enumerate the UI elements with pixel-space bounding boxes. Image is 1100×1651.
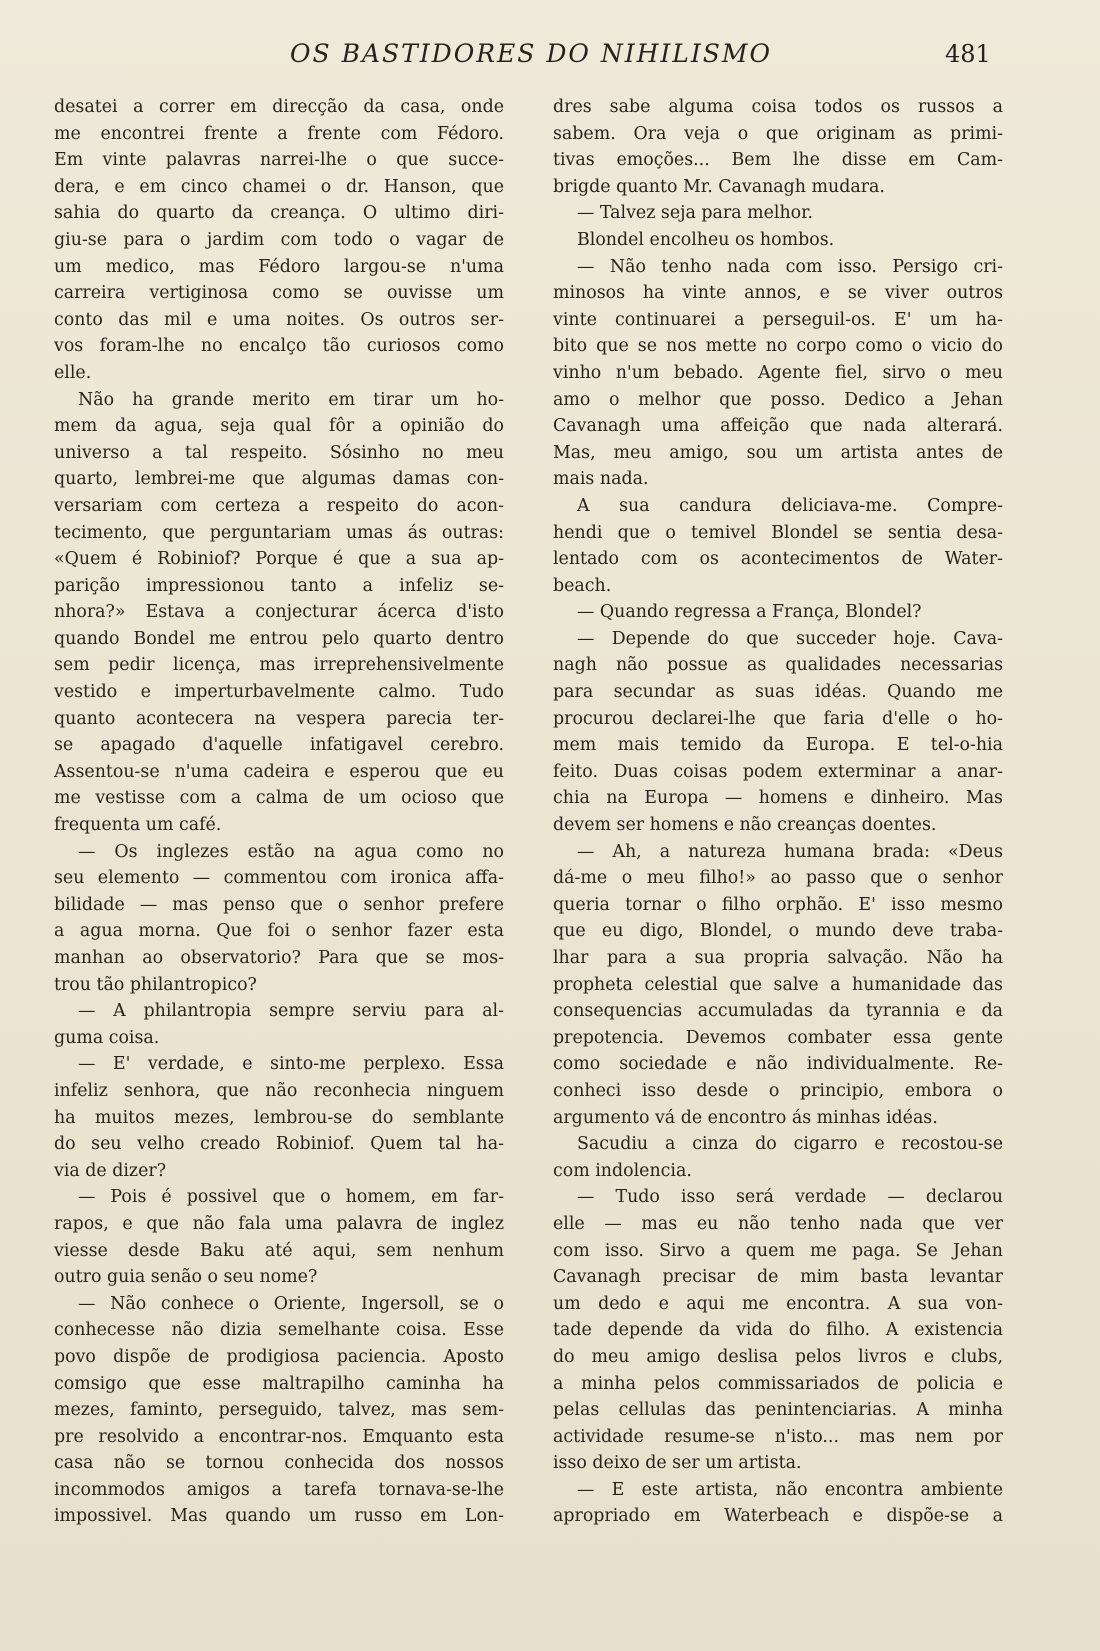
text-line: — Os inglezes estão na agua como no (78, 841, 504, 862)
text-line: seu elemento — commentou com ironica affa- (54, 868, 504, 889)
text-line: amo o melhor que posso. Dedico a Jehan (553, 389, 1003, 410)
text-line: desatei a correr em direcção da casa, onde (54, 97, 504, 117)
text-line: chia na Europa — homens e dinheiro. Mas (553, 788, 1003, 809)
text-line: pelas cellulas das penintenciarias. A minha (553, 1400, 1003, 1421)
text-line: carreira vertiginosa como se ouvisse um (54, 283, 504, 304)
text-line: universo a tal respeito. Sósinho no meu (54, 442, 504, 463)
text-line: mem mais temido da Europa. E tel-o-hia (553, 735, 1003, 756)
text-line: devem ser homens e não creanças doentes. (553, 815, 937, 836)
text-line: prepotencia. Devemos combater essa gente (553, 1027, 1003, 1048)
text-line: versariam com certeza a respeito do acon- (54, 495, 504, 516)
text-line: consequencias accumuladas da tyrannia e da (553, 1001, 1003, 1022)
text-line: mem da agua, seja qual fôr a opinião do (54, 416, 504, 437)
text-line: a agua morna. Que foi o senhor fazer esta (54, 921, 504, 942)
text-line: dera, e em cinco chamei o dr. Hanson, que (54, 176, 504, 197)
text-line: — Tudo isso será verdade — declarou (577, 1187, 1003, 1208)
text-line: parição impressionou tanto a infeliz se- (54, 575, 504, 596)
text-line: infeliz senhora, que não reconhecia ninguem (54, 1080, 504, 1101)
text-line: elle. (54, 362, 92, 383)
text-line: — Talvez seja para melhor. (577, 203, 814, 224)
text-line: impossivel. Mas quando um russo em Lon- (54, 1506, 504, 1527)
text-line: a minha pelos commissariados de policia e (553, 1373, 1003, 1394)
text-line: minosos ha vinte annos, e se viver outros (553, 283, 1003, 304)
text-line: com indolencia. (553, 1160, 692, 1181)
text-line: vinte continuarei a perseguil-os. E' um ha- (553, 309, 1003, 330)
text-line: vestido e imperturbavelmente calmo. Tudo (54, 682, 504, 703)
text-line: tade depende da vida do filho. A existencia (553, 1320, 1003, 1341)
running-title: OS BASTIDORES DO NIHILISMO (290, 39, 772, 68)
text-line: quando Bondel me entrou pelo quarto dentro (54, 628, 504, 649)
text-line: conto das mil e uma noites. Os outros ser- (54, 309, 504, 330)
text-line: pre resolvido a encontrar-nos. Emquanto esta (54, 1426, 504, 1447)
text-line: viesse desde Baku até aqui, sem nenhum (54, 1240, 504, 1261)
text-line: do seu velho creado Robiniof. Quem tal ha- (54, 1134, 504, 1155)
text-line: quarto, lembrei-me que algumas damas con- (54, 469, 504, 490)
text-line: nagh não possue as qualidades necessarias (553, 655, 1003, 676)
text-line: — Ah, a natureza humana brada: «Deus (577, 841, 1003, 862)
text-line: casa não se tornou conhecida dos nossos (54, 1453, 504, 1474)
text-line: giu-se para o jardim com todo o vagar de (54, 229, 504, 250)
text-line: conheci isso desde o principio, embora o (553, 1080, 1003, 1101)
text-line: vinho n'um bebado. Agente fiel, sirvo o meu (553, 362, 1003, 383)
text-line: bito que se nos mette no corpo como o vicio do (553, 336, 1003, 357)
text-line: brigde quanto Mr. Cavanagh mudara. (553, 176, 885, 197)
text-line: como sociedade e não individualmente. Re- (553, 1054, 1003, 1075)
text-line: — Pois é possivel que o homem, em far- (78, 1187, 504, 1208)
text-line: apropriado em Waterbeach e dispõe-se a (553, 1506, 1003, 1527)
text-line: manhan ao observatorio? Para que se mos- (54, 948, 504, 968)
text-line: — Não tenho nada com isso. Persigo cri- (577, 256, 1003, 277)
text-line: elle — mas eu não tenho nada que ver (553, 1213, 1003, 1234)
text-line: trou tão philantropico? (54, 974, 257, 995)
text-line: Não ha grande merito em tirar um ho- (78, 389, 504, 410)
text-line: nhora?» Estava a conjecturar ácerca d'isto (54, 602, 504, 623)
text-line: povo dispõe de prodigiosa paciencia. Aposto (54, 1346, 504, 1367)
text-line: Mas, meu amigo, sou um artista antes de (553, 442, 1003, 463)
text-line: sahia do quarto da creança. O ultimo diri- (54, 203, 504, 224)
text-line: sem pedir licença, mas irreprehensivelmente (54, 655, 504, 676)
text-line: bilidade — mas penso que o senhor prefere (54, 894, 504, 915)
text-line: Sacudiu a cinza do cigarro e recostou-se (577, 1134, 1003, 1155)
text-line: A sua candura deliciava-me. Compre- (577, 495, 1003, 516)
text-line: um medico, mas Fédoro largou-se n'uma (54, 256, 504, 277)
text-line: «Quem é Robiniof? Porque é que a sua ap- (54, 549, 504, 570)
text-line: para secundar as suas idéas. Quando me (553, 682, 1003, 703)
text-line: que eu digo, Blondel, o mundo deve traba- (553, 921, 1003, 942)
text-line: outro guia senão o seu nome? (54, 1267, 318, 1288)
text-line: me encontrei frente a frente com Fédoro. (54, 123, 504, 144)
text-line: queria tornar o filho orphão. E' isso mesmo (553, 894, 1003, 915)
page-number: 481 (945, 40, 991, 68)
text-line: — E este artista, não encontra ambiente (577, 1479, 1003, 1500)
text-line: mais nada. (553, 469, 649, 490)
text-line: — Depende do que succeder hoje. Cava- (577, 628, 1003, 649)
text-line: Cavanagh uma affeição que nada alterará. (553, 416, 1003, 437)
text-line: sabem. Ora veja o que originam as primi- (553, 123, 1003, 144)
text-line: um dedo e aqui me encontra. A sua von- (553, 1293, 1003, 1314)
text-line: tecimento, que perguntariam umas ás outras: (54, 522, 504, 543)
text-line: com isso. Sirvo a quem me paga. Se Jehan (553, 1240, 1003, 1261)
text-line: conhecesse não dizia semelhante coisa. Esse (54, 1320, 504, 1341)
text-line: — Não conhece o Oriente, Ingersoll, se o (78, 1293, 504, 1314)
running-head (0, 36, 1100, 72)
text-line: do meu amigo deslisa pelos livros e clubs, (553, 1346, 1003, 1367)
text-line: vos foram-lhe no encalço tão curiosos como (54, 336, 504, 357)
text-line: — A philantropia sempre serviu para al- (78, 1001, 504, 1022)
text-line: actividade resume-se n'isto... mas nem por (553, 1426, 1003, 1447)
text-line: dá-me o meu filho!» ao passo que o senhor (553, 868, 1003, 889)
text-line: propheta celestial que salve a humanidade das (553, 974, 1003, 995)
text-line: hendi que o temivel Blondel se sentia desa- (553, 522, 1003, 543)
text-line: guma coisa. (54, 1027, 160, 1048)
text-line: comsigo que esse maltrapilho caminha ha (54, 1373, 504, 1394)
text-line: lhar para a sua propria salvação. Não ha (553, 948, 1003, 968)
text-line: mezes, faminto, perseguido, talvez, mas sem- (54, 1400, 504, 1421)
text-line: dres sabe alguma coisa todos os russos a (553, 97, 1003, 117)
text-line: Cavanagh precisar de mim basta levantar (553, 1267, 1003, 1288)
text-line: incommodos amigos a tarefa tornava-se-lhe (54, 1479, 504, 1500)
left-column (54, 94, 504, 1530)
text-line: — Quando regressa a França, Blondel? (577, 602, 922, 623)
text-line: procurou declarei-lhe que faria d'elle o ho- (553, 708, 1003, 729)
text-line: isso deixo de ser um artista. (553, 1453, 802, 1474)
text-line: se apagado d'aquelle infatigavel cerebro. (54, 735, 504, 756)
text-line: tivas emoções... Bem lhe disse em Cam- (553, 150, 1003, 171)
text-line: ha muitos mezes, lembrou-se do semblante (54, 1107, 504, 1128)
text-line: Em vinte palavras narrei-lhe o que succe- (54, 150, 504, 171)
text-line: Assentou-se n'uma cadeira e esperou que eu (54, 761, 504, 782)
text-line: rapos, e que não fala uma palavra de inglez (54, 1213, 504, 1234)
text-line: argumento vá de encontro ás minhas idéas. (553, 1107, 938, 1128)
right-column (553, 94, 1003, 1530)
text-line: Blondel encolheu os hombos. (577, 229, 835, 250)
text-line: beach. (553, 575, 612, 596)
text-line: — E' verdade, e sinto-me perplexo. Essa (78, 1054, 504, 1075)
text-line: frequenta um café. (54, 815, 222, 836)
text-line: quanto acontecera na vespera parecia ter- (54, 708, 504, 729)
text-line: via de dizer? (54, 1160, 167, 1181)
text-line: lentado com os acontecimentos de Water- (553, 549, 1003, 570)
text-line: feito. Duas coisas podem exterminar a anar- (553, 761, 1003, 782)
text-line: me vestisse com a calma de um ocioso que (54, 788, 504, 809)
